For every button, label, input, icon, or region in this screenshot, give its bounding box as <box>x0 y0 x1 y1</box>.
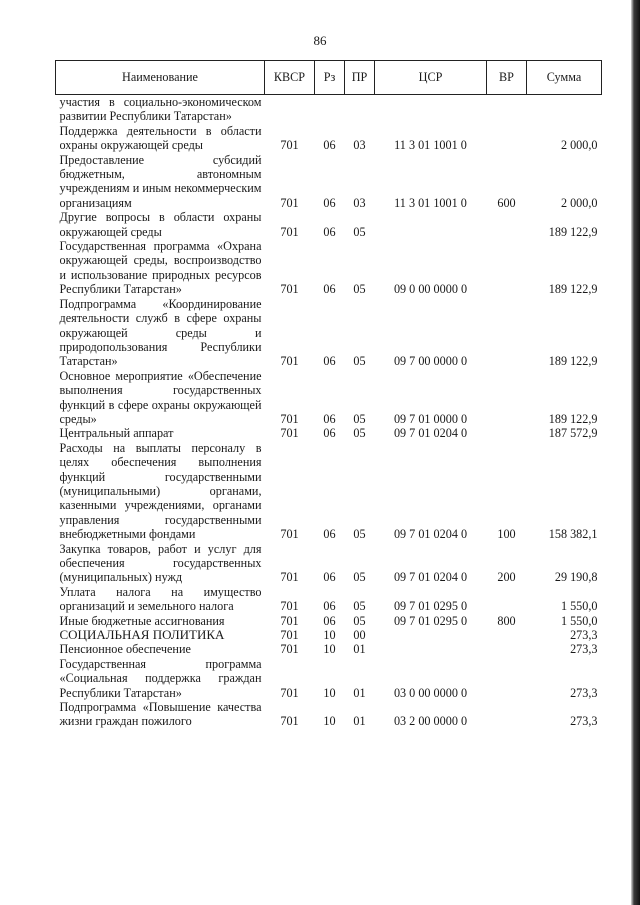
table-row <box>56 614 602 628</box>
cell-pr: 05 <box>353 613 366 628</box>
cell-pr: 01 <box>353 714 366 729</box>
cell-kvsr: 701 <box>280 426 299 441</box>
header-csr: ЦСР <box>375 61 487 95</box>
scan-edge <box>631 0 640 905</box>
table-row <box>56 153 602 211</box>
cell-csr <box>375 95 487 124</box>
cell-kvsr: 701 <box>280 570 299 585</box>
cell-name: Государственная программа «Охрана окружающей среды, воспроизводство и использование природных ресурсов Республики Татарстан» <box>59 239 262 297</box>
cell-vr <box>487 657 527 700</box>
cell-rz: 06 <box>323 138 336 153</box>
cell-vr: 200 <box>497 570 516 585</box>
cell-pr: 05 <box>353 354 366 369</box>
cell-kvsr: 701 <box>280 138 299 153</box>
cell-name: СОЦИАЛЬНАЯ ПОЛИТИКА <box>59 627 225 643</box>
cell-pr: 05 <box>353 599 366 614</box>
cell-name: Иные бюджетные ассигнования <box>59 613 225 628</box>
cell-sum: 273,3 <box>570 714 598 729</box>
cell-name: Другие вопросы в области охраны окружающей среды <box>59 210 262 239</box>
cell-vr <box>487 700 527 729</box>
cell-vr <box>487 239 527 297</box>
cell-pr: 03 <box>353 195 366 210</box>
cell-kvsr: 701 <box>280 628 299 643</box>
cell-csr: 09 7 01 0295 0 <box>393 613 468 628</box>
table-body <box>56 95 602 729</box>
cell-kvsr: 701 <box>280 599 299 614</box>
cell-kvsr <box>265 95 315 124</box>
cell-kvsr: 701 <box>280 642 299 657</box>
cell-rz: 06 <box>323 599 336 614</box>
cell-rz: 06 <box>323 282 336 297</box>
cell-sum: 187 572,9 <box>548 426 598 441</box>
cell-vr <box>487 124 527 153</box>
cell-csr: 09 7 01 0204 0 <box>393 570 468 585</box>
cell-csr: 09 7 00 0000 0 <box>393 354 468 369</box>
cell-pr: 05 <box>353 527 366 542</box>
cell-vr <box>487 210 527 239</box>
cell-rz: 06 <box>323 570 336 585</box>
cell-rz: 06 <box>323 527 336 542</box>
cell-pr <box>345 95 375 124</box>
cell-vr <box>487 585 527 614</box>
table-row <box>56 642 602 656</box>
cell-vr: 800 <box>497 613 516 628</box>
cell-kvsr: 701 <box>280 195 299 210</box>
cell-pr: 05 <box>353 411 366 426</box>
cell-rz: 06 <box>323 195 336 210</box>
cell-vr <box>487 426 527 440</box>
cell-csr: 09 0 00 0000 0 <box>393 282 468 297</box>
table-row <box>56 239 602 297</box>
cell-rz: 06 <box>323 613 336 628</box>
cell-name: Государственная программа «Социальная поддержка граждан Республики Татарстан» <box>59 656 262 700</box>
cell-kvsr: 701 <box>280 411 299 426</box>
header-pr: ПР <box>345 61 375 95</box>
cell-sum: 1 550,0 <box>560 613 598 628</box>
header-name: Наименование <box>56 61 265 95</box>
table-row <box>56 628 602 642</box>
header-kvsr: КВСР <box>265 61 315 95</box>
table-row <box>56 657 602 700</box>
cell-csr: 03 2 00 0000 0 <box>393 714 468 729</box>
cell-pr: 05 <box>353 426 366 441</box>
table-row <box>56 369 602 427</box>
cell-sum: 158 382,1 <box>548 527 598 542</box>
cell-vr <box>487 369 527 427</box>
cell-pr: 05 <box>353 224 366 239</box>
cell-sum: 189 122,9 <box>548 354 598 369</box>
cell-name: Подпрограмма «Повышение качества жизни граждан пожилого <box>59 700 262 729</box>
cell-rz: 06 <box>323 354 336 369</box>
table-row <box>56 210 602 239</box>
table-row <box>56 426 602 440</box>
cell-csr: 09 7 01 0204 0 <box>393 426 468 441</box>
cell-name: Пенсионное обеспечение <box>59 642 191 657</box>
cell-rz: 10 <box>323 642 336 657</box>
table-row <box>56 700 602 729</box>
cell-name: Поддержка деятельности в области охраны окружающей среды <box>59 123 262 153</box>
header-rz: Рз <box>315 61 345 95</box>
cell-sum: 273,3 <box>570 628 598 643</box>
cell-pr: 05 <box>353 570 366 585</box>
cell-name: Предоставление субсидий бюджетным, автономным учреждениям и иным некоммерческим организациям <box>59 152 262 210</box>
cell-sum: 2 000,0 <box>560 138 598 153</box>
cell-csr <box>375 210 487 239</box>
cell-sum <box>527 95 602 124</box>
cell-csr: 11 3 01 1001 0 <box>394 195 467 210</box>
page-number: 86 <box>313 33 327 48</box>
cell-rz <box>315 95 345 124</box>
table-row <box>56 542 602 585</box>
cell-sum: 189 122,9 <box>548 282 598 297</box>
cell-csr: 09 7 01 0000 0 <box>393 411 468 426</box>
cell-vr <box>487 95 527 124</box>
table-row <box>56 585 602 614</box>
cell-kvsr: 701 <box>280 224 299 239</box>
cell-sum: 189 122,9 <box>548 411 598 426</box>
cell-csr: 09 7 01 0204 0 <box>393 527 468 542</box>
cell-kvsr: 701 <box>280 282 299 297</box>
cell-vr: 600 <box>497 195 516 210</box>
cell-sum: 273,3 <box>570 642 598 657</box>
cell-csr: 11 3 01 1001 0 <box>394 138 467 153</box>
cell-sum: 189 122,9 <box>548 224 598 239</box>
header-vr: ВР <box>487 61 527 95</box>
cell-kvsr: 701 <box>280 613 299 628</box>
cell-csr: 03 0 00 0000 0 <box>393 685 468 700</box>
cell-rz: 06 <box>323 224 336 239</box>
cell-vr <box>487 642 527 656</box>
cell-csr <box>375 642 487 656</box>
cell-pr: 00 <box>353 628 366 643</box>
cell-name: Центральный аппарат <box>59 426 174 441</box>
cell-sum: 29 190,8 <box>554 570 598 585</box>
cell-sum: 273,3 <box>570 685 598 700</box>
cell-pr: 01 <box>353 642 366 657</box>
cell-csr <box>375 628 487 642</box>
cell-name: Подпрограмма «Координирование деятельности служб в сфере охраны окружающей среды и природопользования Республики Татарстан» <box>59 296 262 369</box>
cell-rz: 06 <box>323 411 336 426</box>
cell-pr: 01 <box>353 685 366 700</box>
cell-pr: 03 <box>353 138 366 153</box>
cell-vr: 100 <box>497 527 516 542</box>
cell-sum: 1 550,0 <box>560 599 598 614</box>
cell-vr <box>487 297 527 369</box>
cell-rz: 10 <box>323 685 336 700</box>
cell-rz: 06 <box>323 426 336 441</box>
cell-name: Закупка товаров, работ и услуг для обеспечения государственных (муниципальных) нужд <box>59 541 262 585</box>
cell-rz: 10 <box>323 628 336 643</box>
cell-kvsr: 701 <box>280 527 299 542</box>
table-row <box>56 297 602 369</box>
budget-table <box>55 60 602 729</box>
cell-rz: 10 <box>323 714 336 729</box>
cell-kvsr: 701 <box>280 714 299 729</box>
cell-pr: 05 <box>353 282 366 297</box>
table-row <box>56 124 602 153</box>
cell-name: Уплата налога на имущество организаций и земельного налога <box>59 584 262 614</box>
table-row <box>56 95 602 124</box>
cell-kvsr: 701 <box>280 685 299 700</box>
cell-vr <box>487 628 527 642</box>
cell-sum: 2 000,0 <box>560 195 598 210</box>
cell-kvsr: 701 <box>280 354 299 369</box>
cell-name: Основное мероприятие «Обеспечение выполнения государственных функций в сфере охраны окружающей среды» <box>59 368 262 426</box>
cell-name: участия в социально-экономическом развитии Республики Татарстан» <box>59 95 262 124</box>
table-header <box>56 61 602 95</box>
table-row <box>56 441 602 542</box>
cell-csr: 09 7 01 0295 0 <box>393 599 468 614</box>
header-sum: Сумма <box>527 61 602 95</box>
cell-name: Расходы на выплаты персоналу в целях обеспечения выполнения функций государственными (муниципальными) органами, казенными учреждениями, органами управления государственными внебюджетными фондами <box>59 440 262 542</box>
